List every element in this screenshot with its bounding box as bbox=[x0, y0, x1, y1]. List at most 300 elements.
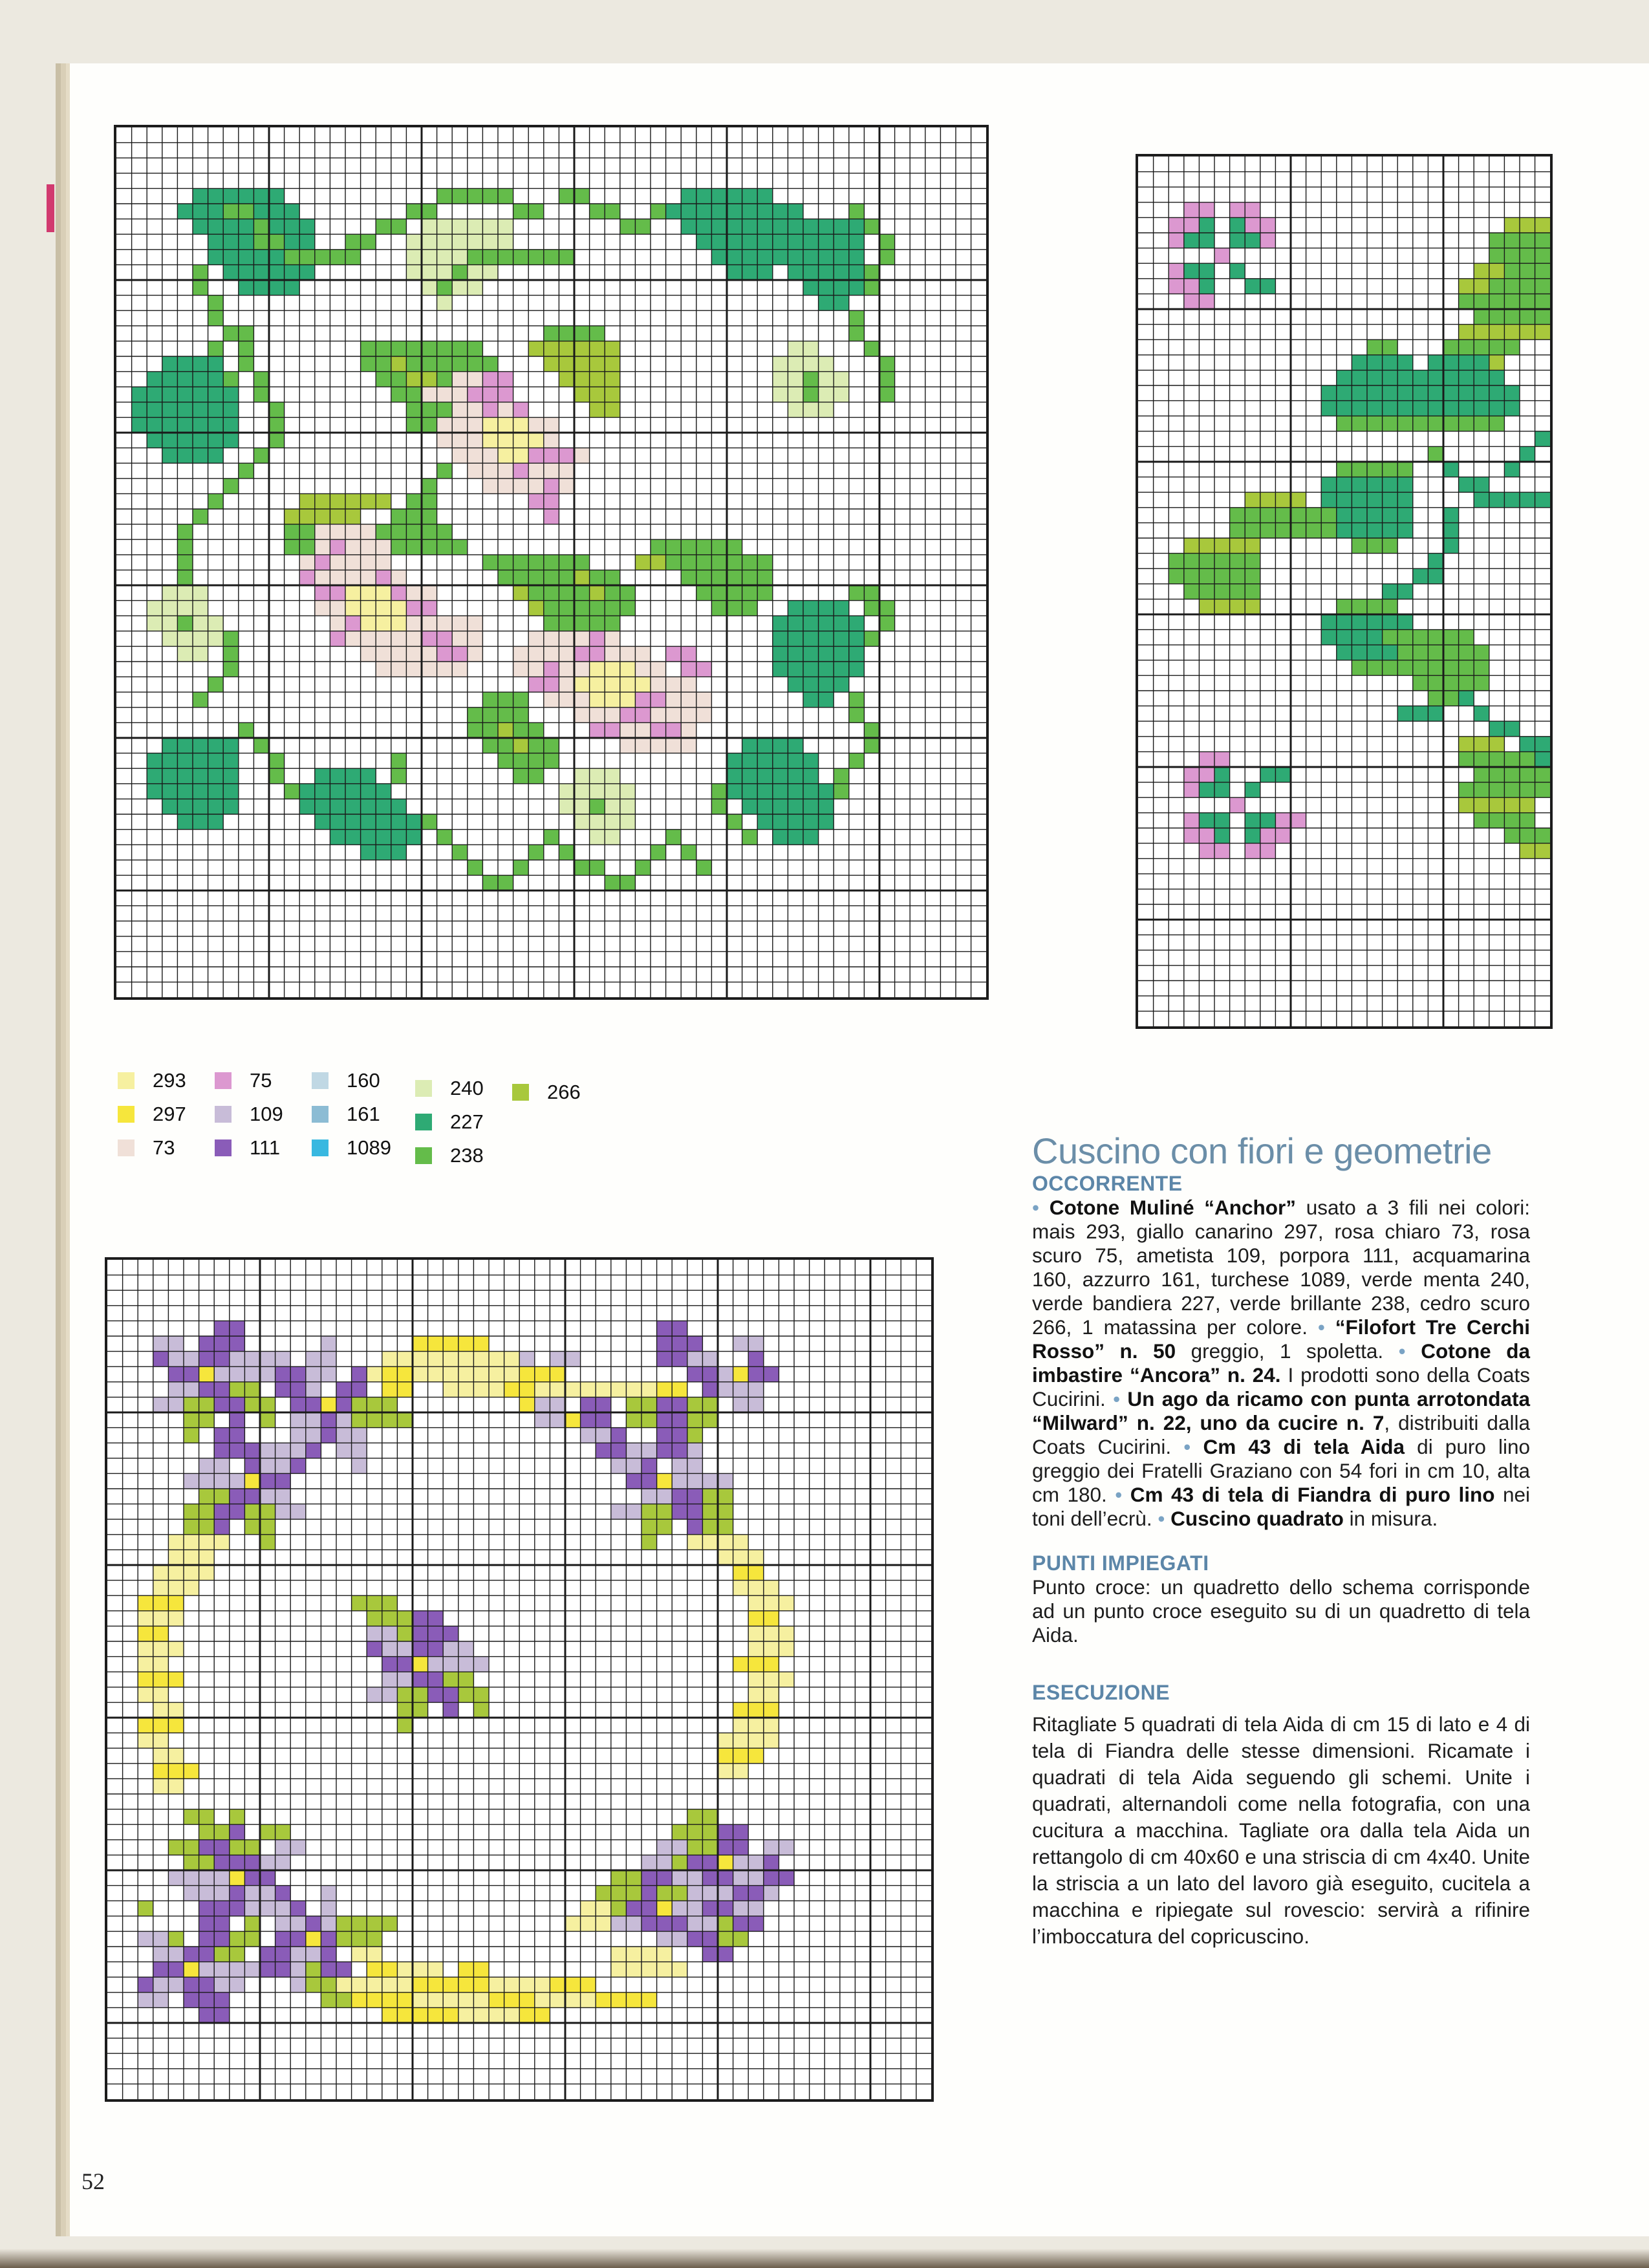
stitch-75 bbox=[1184, 767, 1214, 783]
stitch-238 bbox=[391, 768, 407, 784]
stitch-238 bbox=[864, 738, 879, 753]
stitch-266 bbox=[702, 1504, 733, 1520]
stitch-75 bbox=[1184, 294, 1214, 309]
legend-item bbox=[415, 1145, 512, 1166]
stitch-238 bbox=[285, 784, 300, 799]
stitch-238 bbox=[285, 539, 315, 555]
stitch-266 bbox=[513, 738, 529, 753]
stitch-227 bbox=[177, 814, 223, 830]
stitch-240 bbox=[422, 280, 482, 296]
stitch-73 bbox=[315, 539, 391, 555]
stitch-266 bbox=[321, 1993, 351, 2008]
stitch-227 bbox=[788, 234, 864, 250]
stitch-238 bbox=[849, 585, 879, 601]
legend-column bbox=[118, 1070, 215, 1166]
stitch-227 bbox=[1214, 828, 1230, 843]
stitch-109 bbox=[535, 1397, 565, 1412]
stitch-111 bbox=[702, 1947, 733, 1962]
stitch-75 bbox=[1245, 217, 1275, 233]
stitch-227 bbox=[1337, 523, 1413, 538]
stitch-109 bbox=[290, 1962, 306, 1978]
stitch-111 bbox=[214, 1504, 244, 1520]
stitch-227 bbox=[330, 830, 422, 845]
stitch-227 bbox=[1337, 370, 1428, 385]
stitch-227 bbox=[1535, 751, 1551, 767]
stitch-111 bbox=[657, 1352, 687, 1367]
stitch-111 bbox=[641, 1886, 657, 1901]
stitch-238 bbox=[177, 555, 193, 570]
stitch-238 bbox=[452, 845, 468, 860]
stitch-111 bbox=[306, 1443, 321, 1458]
stitch-238 bbox=[239, 341, 254, 356]
stitch-111 bbox=[214, 1443, 260, 1458]
stitch-75 bbox=[315, 585, 345, 601]
stitch-266 bbox=[184, 1428, 199, 1443]
stitch-293 bbox=[336, 1977, 413, 1993]
stitch-297 bbox=[504, 1382, 535, 1398]
legend-code: 293 bbox=[153, 1069, 186, 1092]
stitch-109 bbox=[260, 1855, 290, 1870]
stitch-75 bbox=[1184, 783, 1200, 798]
stitch-293 bbox=[153, 1565, 214, 1581]
stitch-238 bbox=[1169, 554, 1260, 569]
stitch-238 bbox=[849, 310, 865, 326]
stitch-111 bbox=[718, 1840, 748, 1855]
stitch-227 bbox=[1520, 737, 1550, 752]
stitch-111 bbox=[275, 1382, 306, 1398]
stitch-238 bbox=[1397, 645, 1489, 660]
stitch-293 bbox=[168, 1550, 214, 1565]
stitch-111 bbox=[275, 1886, 291, 1901]
stitch-227 bbox=[1199, 279, 1214, 294]
stitch-111 bbox=[733, 1886, 764, 1901]
stitch-111 bbox=[748, 1352, 764, 1367]
stitch-266 bbox=[687, 1809, 718, 1825]
stitch-266 bbox=[559, 372, 620, 387]
stitch-297 bbox=[657, 1382, 687, 1398]
stitch-297 bbox=[382, 2007, 458, 2023]
stitch-227 bbox=[1245, 813, 1275, 828]
color-swatch bbox=[312, 1072, 329, 1089]
stitch-238 bbox=[1397, 660, 1489, 676]
stitch-293 bbox=[153, 1702, 184, 1718]
stitch-240 bbox=[406, 234, 513, 250]
stitch-240 bbox=[788, 341, 818, 356]
stitch-238 bbox=[651, 845, 666, 860]
stitch-109 bbox=[321, 1916, 336, 1932]
stitch-238 bbox=[834, 784, 849, 799]
stitch-238 bbox=[468, 250, 574, 265]
stitch-109 bbox=[290, 1412, 321, 1428]
stitch-227 bbox=[742, 738, 803, 753]
legend-item bbox=[118, 1104, 215, 1125]
stitch-266 bbox=[672, 1855, 687, 1870]
stitch-266 bbox=[641, 1519, 672, 1535]
stitch-238 bbox=[879, 250, 895, 265]
stitch-238 bbox=[834, 768, 849, 784]
stitch-297 bbox=[748, 1611, 779, 1626]
stitch-227 bbox=[239, 280, 299, 296]
stitch-238 bbox=[253, 387, 269, 402]
stitch-111 bbox=[199, 1916, 230, 1932]
stitch-238 bbox=[513, 860, 529, 876]
stitch-266 bbox=[611, 1870, 641, 1886]
stitch-227 bbox=[1428, 385, 1520, 401]
stitch-266 bbox=[574, 387, 620, 402]
legend-item bbox=[215, 1138, 312, 1158]
stitch-266 bbox=[718, 1931, 748, 1947]
stitch-238 bbox=[590, 204, 620, 219]
stitch-238 bbox=[193, 509, 208, 524]
stitch-75 bbox=[1169, 263, 1184, 279]
stitch-238 bbox=[1489, 279, 1550, 294]
stitch-111 bbox=[184, 1947, 214, 1962]
stitch-111 bbox=[199, 1352, 230, 1367]
stitch-111 bbox=[290, 1901, 306, 1916]
stitch-238 bbox=[1337, 416, 1428, 431]
stitch-266 bbox=[367, 1611, 413, 1626]
stitch-75 bbox=[1169, 279, 1199, 294]
legend-item bbox=[118, 1070, 215, 1091]
stitch-227 bbox=[727, 265, 773, 280]
stitch-111 bbox=[367, 1641, 382, 1657]
stitch-75 bbox=[1275, 813, 1306, 828]
stitch-238 bbox=[269, 768, 285, 784]
stitch-109 bbox=[626, 1443, 656, 1458]
stitch-238 bbox=[177, 539, 193, 555]
stitch-238 bbox=[177, 616, 193, 631]
color-swatch bbox=[415, 1080, 432, 1097]
stitch-297 bbox=[657, 1901, 673, 1916]
stitch-109 bbox=[672, 1870, 702, 1886]
stitch-111 bbox=[428, 1687, 458, 1703]
stitch-227 bbox=[773, 830, 819, 845]
stitch-109 bbox=[611, 1504, 641, 1520]
stitch-266 bbox=[687, 1840, 718, 1855]
stitch-227 bbox=[223, 265, 315, 280]
stitch-109 bbox=[336, 1443, 367, 1458]
stitch-238 bbox=[864, 722, 879, 738]
stitch-111 bbox=[260, 1947, 290, 1962]
stitch-238 bbox=[193, 280, 208, 296]
stitch-111 bbox=[321, 1428, 336, 1443]
stitch-238 bbox=[1428, 416, 1504, 431]
stitch-293 bbox=[748, 1672, 794, 1687]
execution-instructions-text: Ritagliate 5 quadrati di tela Aida di cm 15 di lato e 4 di tela di Fiandra delle stesse dimensioni. Ricamate i quadrati di tela Aida seguendo gli schemi. Unite i quadrati, alternandoli come nella fotografia, con una cucitura a macchina. Tagliate ora dalla tela Aida un rettangolo di cm 40x60 e una striscia di cm 4x40. Unite la striscia a un lato del lavoro già eseguito, cucitela a macchina e ripiegate sul rovescio: servirà a rifinire l’imboccatura del copricuscino. bbox=[1032, 1712, 1530, 1948]
stitch-293 bbox=[733, 1718, 779, 1733]
legend-column bbox=[312, 1070, 415, 1166]
stitch-293 bbox=[168, 1535, 229, 1550]
stitch-75 bbox=[635, 692, 665, 707]
stitch-238 bbox=[223, 326, 253, 341]
stitch-111 bbox=[153, 1962, 184, 1978]
stitch-109 bbox=[275, 1916, 306, 1932]
color-swatch bbox=[512, 1084, 529, 1101]
stitch-238 bbox=[711, 799, 727, 814]
section-heading-esecuzione: ESECUZIONE bbox=[1032, 1681, 1170, 1704]
stitch-111 bbox=[702, 1901, 733, 1916]
stitch-109 bbox=[687, 1886, 733, 1901]
stitch-293 bbox=[153, 1581, 199, 1596]
stitch-266 bbox=[184, 1809, 214, 1825]
stitch-293 bbox=[489, 1977, 550, 1993]
stitch-297 bbox=[413, 1977, 489, 1993]
stitch-293 bbox=[345, 585, 391, 601]
stitch-238 bbox=[239, 463, 254, 479]
stitch-238 bbox=[544, 616, 620, 631]
color-swatch bbox=[118, 1139, 135, 1156]
stitch-266 bbox=[1504, 217, 1550, 233]
stitch-111 bbox=[230, 1489, 260, 1504]
stitch-73 bbox=[620, 738, 696, 753]
stitch-227 bbox=[1321, 385, 1428, 401]
stitch-109 bbox=[244, 1886, 275, 1901]
stitch-109 bbox=[138, 1993, 168, 2008]
stitch-227 bbox=[1443, 462, 1459, 477]
stitch-75 bbox=[544, 662, 559, 677]
stitch-238 bbox=[1367, 340, 1397, 355]
stitch-293 bbox=[687, 1535, 748, 1550]
stitch-293 bbox=[574, 677, 651, 693]
stitch-109 bbox=[230, 1352, 290, 1367]
stitch-238 bbox=[208, 341, 224, 356]
legend-code: 161 bbox=[347, 1103, 380, 1125]
stitch-227 bbox=[773, 662, 865, 677]
stitch-75 bbox=[590, 722, 620, 738]
stitch-240 bbox=[147, 601, 208, 616]
stitch-227 bbox=[1245, 828, 1260, 843]
stitch-238 bbox=[452, 265, 468, 280]
stitch-293 bbox=[138, 1611, 184, 1626]
stitch-109 bbox=[199, 1962, 260, 1978]
legend-item bbox=[312, 1104, 415, 1125]
stitch-227 bbox=[1504, 462, 1520, 477]
stitch-227 bbox=[1230, 263, 1245, 279]
stitch-111 bbox=[596, 1443, 626, 1458]
stitch-111 bbox=[672, 1504, 702, 1520]
stitch-238 bbox=[727, 814, 742, 830]
stitch-266 bbox=[498, 722, 513, 738]
stitch-109 bbox=[153, 1336, 184, 1352]
stitch-266 bbox=[1199, 599, 1260, 614]
stitch-111 bbox=[672, 1489, 702, 1504]
stitch-293 bbox=[611, 1947, 672, 1962]
stitch-227 bbox=[1199, 783, 1229, 798]
stitch-111 bbox=[306, 1916, 321, 1932]
stitch-293 bbox=[458, 2007, 519, 2023]
stitch-293 bbox=[352, 1947, 382, 1962]
legend-code: 266 bbox=[547, 1081, 581, 1103]
stitch-297 bbox=[306, 1931, 321, 1947]
stitch-75 bbox=[468, 387, 498, 402]
stitch-293 bbox=[718, 1733, 779, 1749]
stitch-238 bbox=[879, 234, 895, 250]
stitch-227 bbox=[1428, 554, 1443, 569]
stitch-111 bbox=[657, 1443, 687, 1458]
stitch-293 bbox=[367, 1366, 382, 1382]
stitch-111 bbox=[657, 1397, 687, 1412]
stitch-238 bbox=[1383, 630, 1474, 645]
stitch-266 bbox=[596, 1886, 641, 1901]
stitch-238 bbox=[681, 845, 696, 860]
stitch-297 bbox=[733, 1657, 779, 1672]
stitch-238 bbox=[849, 326, 865, 341]
stitch-75 bbox=[513, 402, 529, 418]
stitch-227 bbox=[773, 616, 865, 631]
stitch-238 bbox=[1230, 523, 1337, 538]
stitch-227 bbox=[727, 753, 819, 769]
stitch-75 bbox=[391, 585, 407, 601]
stitch-73 bbox=[482, 479, 574, 494]
stitch-111 bbox=[230, 1824, 245, 1840]
stitch-109 bbox=[519, 1352, 535, 1367]
stitch-75 bbox=[1169, 233, 1184, 248]
stitch-111 bbox=[641, 1870, 672, 1886]
stitch-227 bbox=[681, 219, 818, 235]
stitch-238 bbox=[223, 631, 239, 647]
stitch-111 bbox=[702, 1382, 718, 1398]
stitch-297 bbox=[138, 1626, 168, 1641]
stitch-109 bbox=[657, 1931, 687, 1947]
legend-column bbox=[415, 1078, 512, 1166]
stitch-111 bbox=[230, 1886, 245, 1901]
stitch-238 bbox=[437, 188, 513, 204]
legend-code: 297 bbox=[153, 1103, 186, 1125]
stitch-266 bbox=[626, 1412, 656, 1428]
stitch-109 bbox=[168, 1870, 229, 1886]
stitch-238 bbox=[1504, 828, 1550, 843]
stitch-75 bbox=[544, 509, 559, 524]
stitch-109 bbox=[382, 1641, 413, 1657]
stitch-238 bbox=[696, 860, 712, 876]
stitch-293 bbox=[153, 1748, 184, 1764]
stitch-293 bbox=[345, 601, 406, 616]
color-swatch bbox=[415, 1147, 432, 1164]
stitch-75 bbox=[1169, 217, 1199, 233]
stitch-293 bbox=[138, 1641, 184, 1657]
stitch-266 bbox=[611, 1901, 627, 1916]
stitch-293 bbox=[565, 1916, 611, 1932]
stitch-297 bbox=[413, 1336, 489, 1352]
stitch-238 bbox=[391, 753, 407, 769]
stitch-238 bbox=[590, 799, 605, 814]
article-title: Cuscino con fiori e geometrie bbox=[1032, 1130, 1492, 1171]
stitch-266 bbox=[687, 1397, 718, 1412]
stitch-238 bbox=[574, 860, 605, 876]
stitch-266 bbox=[687, 1412, 718, 1428]
stitch-266 bbox=[687, 1428, 703, 1443]
stitch-266 bbox=[336, 1916, 397, 1932]
stitch-75 bbox=[422, 631, 452, 647]
stitch-238 bbox=[482, 692, 528, 707]
stitch-238 bbox=[1489, 248, 1550, 264]
stitch-111 bbox=[581, 1397, 611, 1412]
stitch-227 bbox=[299, 784, 391, 799]
stitch-109 bbox=[244, 1901, 290, 1916]
stitch-111 bbox=[214, 1321, 244, 1336]
stitch-266 bbox=[352, 1397, 398, 1412]
stitch-109 bbox=[260, 1489, 290, 1504]
stitch-297 bbox=[153, 1764, 199, 1779]
stitch-266 bbox=[199, 1824, 230, 1840]
stitch-111 bbox=[184, 1977, 214, 1993]
stitch-111 bbox=[214, 1519, 230, 1535]
legend-item bbox=[415, 1078, 512, 1099]
stitch-238 bbox=[1169, 568, 1260, 584]
stitch-238 bbox=[437, 463, 453, 479]
stitch-293 bbox=[733, 1581, 779, 1596]
stitch-111 bbox=[641, 1458, 657, 1474]
stitch-238 bbox=[651, 539, 742, 555]
stitch-111 bbox=[336, 1382, 367, 1398]
stitch-238 bbox=[1443, 340, 1474, 355]
stitches-used-text: Punto croce: un quadretto dello schema corrisponde ad un punto croce eseguito su di un quadretto di tela Aida. bbox=[1032, 1575, 1530, 1647]
stitch-238 bbox=[849, 707, 865, 723]
stitch-73 bbox=[299, 555, 391, 570]
stitch-227 bbox=[1230, 233, 1260, 248]
stitch-109 bbox=[657, 1840, 687, 1855]
stitch-266 bbox=[168, 1931, 184, 1947]
stitch-238 bbox=[498, 753, 559, 769]
stitch-227 bbox=[1260, 767, 1291, 783]
stitch-238 bbox=[544, 830, 559, 845]
legend-code: 160 bbox=[347, 1069, 380, 1092]
stitch-109 bbox=[718, 1382, 764, 1398]
legend-item bbox=[215, 1070, 312, 1091]
stitch-227 bbox=[1474, 706, 1489, 722]
stitch-227 bbox=[1413, 568, 1443, 584]
stitch-109 bbox=[290, 1428, 321, 1443]
stitch-238 bbox=[1459, 783, 1551, 798]
stitch-109 bbox=[611, 1916, 641, 1932]
stitch-227 bbox=[1245, 783, 1260, 798]
section-heading-punti-impiegati: PUNTI IMPIEGATI bbox=[1032, 1551, 1209, 1575]
stitch-109 bbox=[321, 1336, 336, 1352]
stitch-238 bbox=[285, 250, 361, 265]
stitch-227 bbox=[1428, 401, 1520, 416]
stitch-297 bbox=[199, 1366, 215, 1382]
stitch-227 bbox=[666, 204, 803, 219]
stitch-238 bbox=[681, 570, 773, 585]
stitch-109 bbox=[184, 1473, 244, 1489]
stitch-238 bbox=[208, 493, 224, 509]
stitch-266 bbox=[244, 1397, 275, 1412]
stitch-227 bbox=[315, 768, 376, 784]
stitch-75 bbox=[482, 372, 513, 387]
stitch-238 bbox=[376, 219, 406, 235]
stitch-297 bbox=[458, 1962, 489, 1978]
stitch-297 bbox=[596, 1993, 656, 2008]
stitch-240 bbox=[162, 631, 223, 647]
stitch-111 bbox=[199, 1382, 230, 1398]
stitch-266 bbox=[544, 356, 620, 372]
stitch-111 bbox=[230, 1412, 245, 1428]
stitch-109 bbox=[138, 1931, 168, 1947]
stitch-297 bbox=[382, 1366, 413, 1382]
stitch-109 bbox=[184, 1886, 214, 1901]
stitch-266 bbox=[306, 1977, 336, 1993]
stitch-238 bbox=[864, 601, 894, 616]
stitch-109 bbox=[443, 1641, 473, 1657]
stitch-227 bbox=[1535, 431, 1551, 447]
stitch-109 bbox=[214, 1977, 244, 1993]
stitch-238 bbox=[437, 280, 453, 296]
stitch-238 bbox=[208, 310, 224, 326]
stitch-266 bbox=[443, 1672, 473, 1687]
stitch-109 bbox=[214, 1366, 275, 1382]
stitch-75 bbox=[1230, 797, 1245, 813]
stitch-266 bbox=[299, 493, 391, 509]
